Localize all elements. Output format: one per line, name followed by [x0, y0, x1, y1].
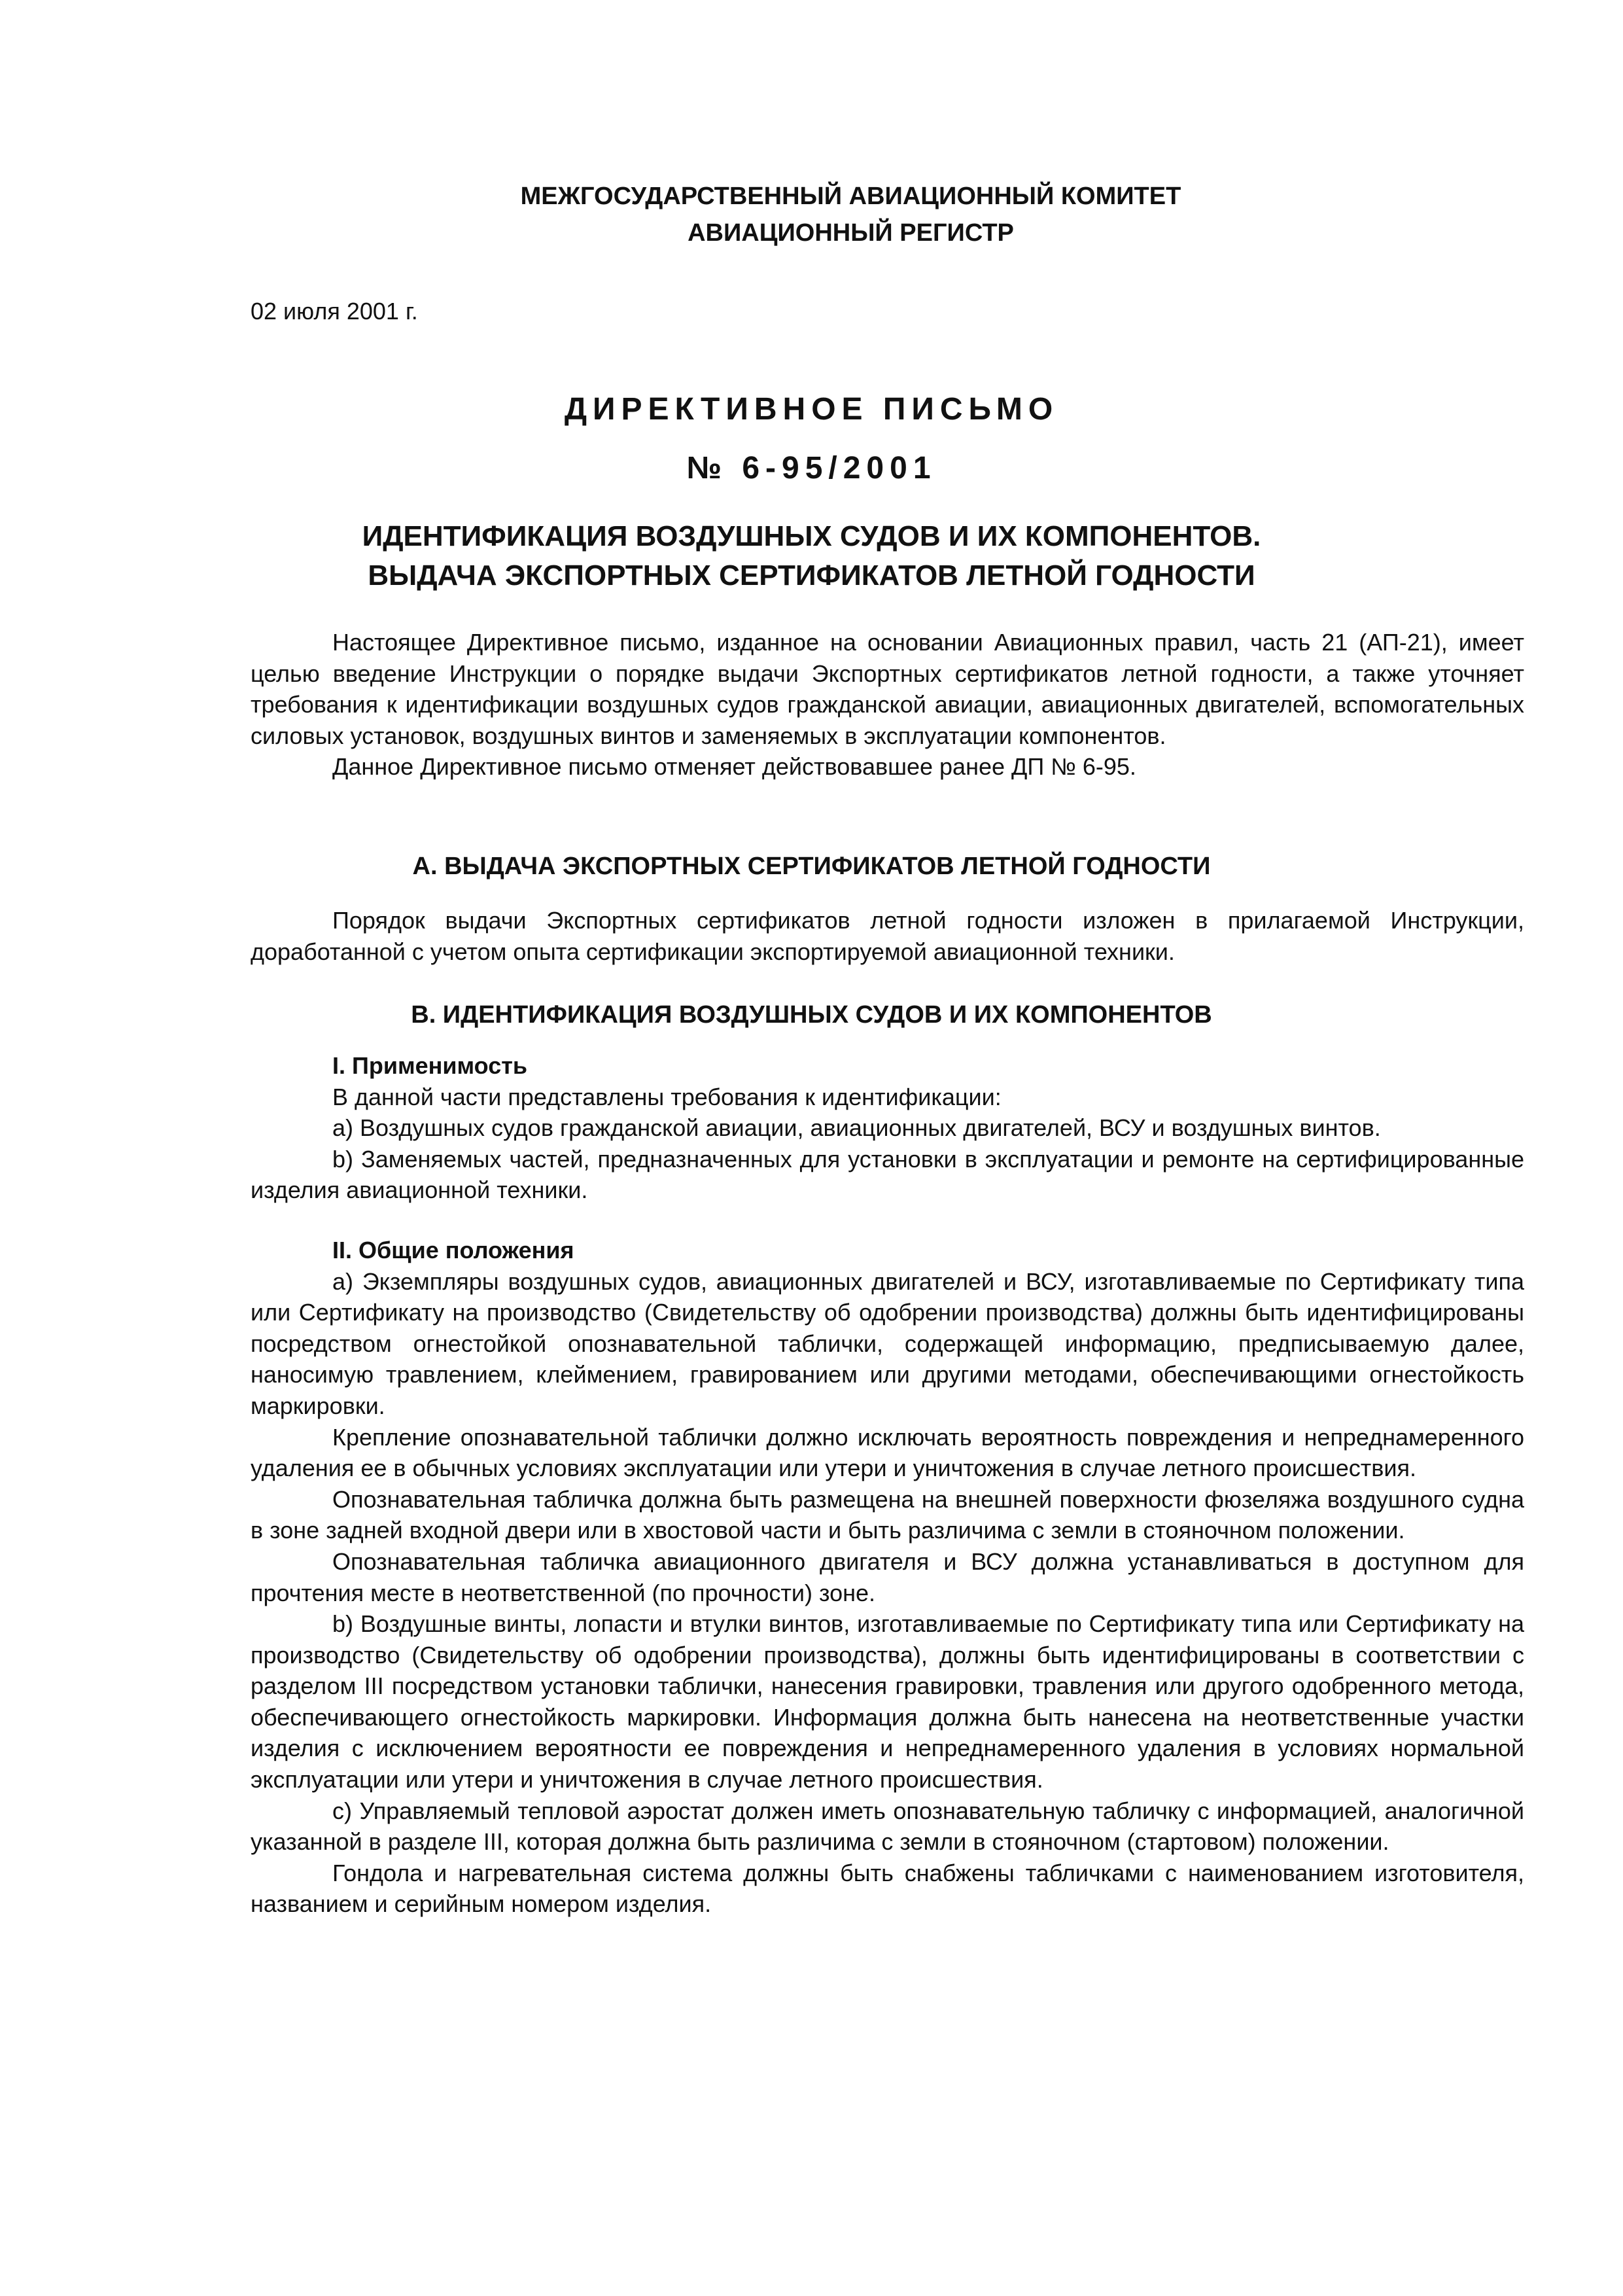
part-2-paragraph: а) Экземпляры воздушных судов, авиационных двигателей и ВСУ, изготавливаемые по Сертификату типа или Сертификату на производство (Свидетельству об одобрении производства) должны быть идентифицированы посредством огнестойкой опознавательной таблички, содержащей информацию, предписываемую далее, наносимую травлением, клеймением, гравированием или другими методами, обеспечивающими огнестойкость маркировки.	[251, 1267, 1524, 1419]
part-1-heading: I. Применимость	[332, 1052, 527, 1079]
spacer	[251, 1206, 1524, 1235]
intro-paragraph: Настоящее Директивное письмо, изданное на основании Авиационных правил, часть 21 (АП-21), имеет целью введение Инструкции о порядке выдачи Экспортных сертификатов летной годности, а также уточняет требования к идентификации воздушных судов гражданской авиации, авиационных двигателей, вспомогательных силовых установок, воздушных винтов и заменяемых в эксплуатации компонентов.	[251, 629, 1524, 749]
part-1-paragraph: b) Заменяемых частей, предназначенных для установки в эксплуатации и ремонте на сертифицированные изделия авиационной техники.	[251, 1145, 1524, 1204]
subject-line-2: ВЫДАЧА ЭКСПОРТНЫХ СЕРТИФИКАТОВ ЛЕТНОЙ ГОДНОСТИ	[368, 559, 1255, 592]
part-2-paragraph: c) Управляемый тепловой аэростат должен иметь опознавательную табличку с информацией, аналогичной указанной в разделе III, которая должна быть различима с земли в стояночном (стартовом) положении.	[251, 1797, 1524, 1856]
part-2-heading: II. Общие положения	[332, 1236, 574, 1263]
section-a-paragraph: Порядок выдачи Экспортных сертификатов летной годности изложен в прилагаемой Инструкции, доработанной с учетом опыта сертификации экспортируемой авиационной техники.	[251, 907, 1524, 965]
organization-name: МЕЖГОСУДАРСТВЕННЫЙ АВИАЦИОННЫЙ КОМИТЕТ	[520, 183, 1181, 210]
document-number: № 6-95/2001	[686, 451, 937, 486]
part-2-paragraph: b) Воздушные винты, лопасти и втулки винтов, изготавливаемые по Сертификату типа или Сертификату на производство (Свидетельству об одобрении производства), должны быть идентифицированы в соответствии с разделом III посредством установки таблички, нанесения гравировки, травления или другого одобренного метода, обеспечивающего огнестойкость маркировки. Информация должна быть нанесена на неответственные участки изделия с исключением вероятности ее повреждения и непреднамеренного удаления в условиях нормальной эксплуатации или утери и уничтожения в случае летного происшествия.	[251, 1610, 1524, 1793]
document-date: 02 июля 2001 г.	[251, 298, 418, 325]
document-subject	[0, 517, 1623, 595]
section-b-heading: В. ИДЕНТИФИКАЦИЯ ВОЗДУШНЫХ СУДОВ И ИХ КОМПОНЕНТОВ	[411, 1001, 1212, 1029]
section-a-heading: А. ВЫДАЧА ЭКСПОРТНЫХ СЕРТИФИКАТОВ ЛЕТНОЙ ГОДНОСТИ	[412, 853, 1211, 880]
part-2-paragraph: Опознавательная табличка авиационного двигателя и ВСУ должна устанавливаться в доступном для прочтения месте в неответственной (по прочности) зоне.	[251, 1547, 1524, 1606]
part-1-paragraph: a) Воздушных судов гражданской авиации, авиационных двигателей, ВСУ и воздушных винтов.	[332, 1114, 1381, 1142]
section-b-body	[251, 1050, 1524, 1920]
intro-paragraph: Данное Директивное письмо отменяет действовавшее ранее ДП № 6-95.	[332, 753, 1136, 781]
document-type: ДИРЕКТИВНОЕ ПИСЬМО	[564, 392, 1059, 427]
part-2-paragraph: Гондола и нагревательная система должны быть снабжены табличками с наименованием изготовителя, названием и серийным номером изделия.	[251, 1859, 1524, 1918]
subject-line-1: ИДЕНТИФИКАЦИЯ ВОЗДУШНЫХ СУДОВ И ИХ КОМПОНЕНТОВ.	[362, 520, 1261, 552]
part-2-paragraph: Крепление опознавательной таблички должно исключать вероятность повреждения и непреднамеренного удаления ее в обычных условиях эксплуатации или утери и уничтожения в случае летного происшествия.	[251, 1423, 1524, 1482]
organization-header	[0, 178, 1623, 251]
part-1-paragraph: В данной части представлены требования к идентификации:	[332, 1083, 1002, 1110]
section-a-body	[251, 905, 1524, 967]
intro-block	[251, 627, 1524, 783]
part-2-paragraph: Опознавательная табличка должна быть размещена на внешней поверхности фюзеляжа воздушного судна в зоне задней входной двери или в хвостовой части и быть различима с земли в стояночном положении.	[251, 1485, 1524, 1544]
organization-subdivision: АВИАЦИОННЫЙ РЕГИСТР	[688, 219, 1014, 247]
